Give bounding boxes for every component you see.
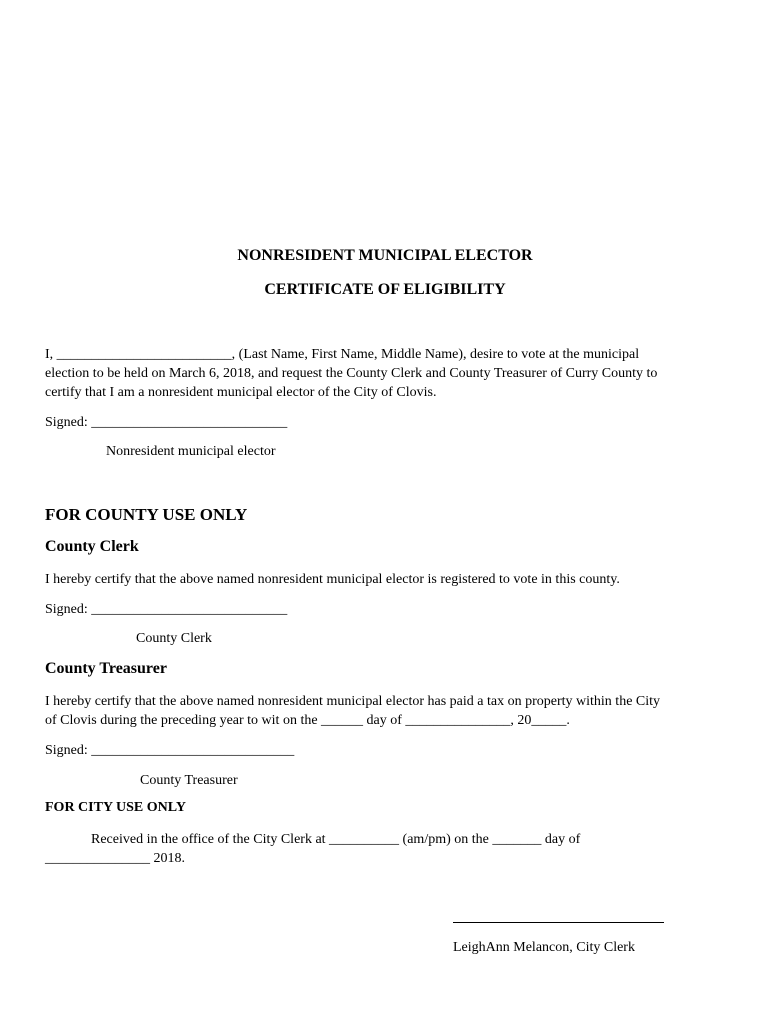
county-treasurer-statement-line-2: of Clovis during the preceding year to wit on the ______ day of _______________, 20_____. <box>45 713 570 728</box>
county-clerk-signature-line: Signed: ____________________________ <box>45 602 288 617</box>
elector-signer-title: Nonresident municipal elector <box>106 444 276 459</box>
elector-signature-line: Signed: ____________________________ <box>45 415 288 430</box>
city-received-line-1: Received in the office of the City Clerk at __________ (am/pm) on the _______ day of <box>91 832 581 847</box>
county-treasurer-statement-line-1: I hereby certify that the above named nonresident municipal elector has paid a tax on property within the City <box>45 694 661 709</box>
elector-paragraph-line-1: I, _________________________, (Last Name, First Name, Middle Name), desire to vote at the municipal <box>45 347 640 362</box>
document-title: NONRESIDENT MUNICIPAL ELECTOR <box>237 247 533 264</box>
city-use-heading: FOR CITY USE ONLY <box>45 800 186 815</box>
city-clerk-name: LeighAnn Melancon, City Clerk <box>453 940 635 955</box>
county-use-heading: FOR COUNTY USE ONLY <box>45 505 248 524</box>
city-clerk-signature-rule <box>453 922 664 923</box>
document-subtitle: CERTIFICATE OF ELIGIBILITY <box>264 281 506 298</box>
county-treasurer-heading: County Treasurer <box>45 660 167 677</box>
county-treasurer-signature-line: Signed: _____________________________ <box>45 743 295 758</box>
elector-paragraph-line-3: certify that I am a nonresident municipal elector of the City of Clovis. <box>45 385 437 400</box>
elector-paragraph-line-2: election to be held on March 6, 2018, and request the County Clerk and County Treasurer of Curry County to <box>45 366 658 381</box>
city-received-line-2: _______________ 2018. <box>45 851 185 866</box>
county-clerk-heading: County Clerk <box>45 538 139 555</box>
county-treasurer-signer-title: County Treasurer <box>140 773 238 788</box>
county-clerk-signer-title: County Clerk <box>136 631 212 646</box>
county-clerk-statement: I hereby certify that the above named nonresident municipal elector is registered to vote in this county. <box>45 572 620 587</box>
